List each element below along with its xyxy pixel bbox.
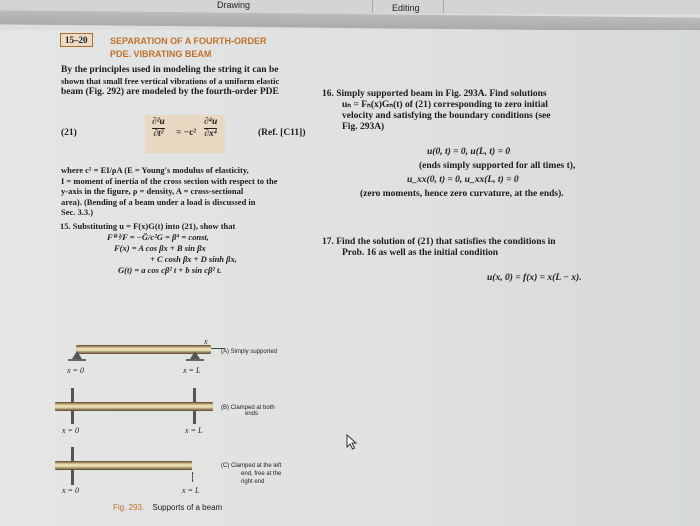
text-line: area). (Bending of a beam under a load is discussed in: [61, 196, 256, 207]
text-line: uₙ = Fₙ(x)Gₙ(t) of (21) corresponding to zero initial: [342, 100, 548, 110]
equation-rhs: [204, 117, 217, 140]
formula-line: u(0, t) = 0, u(L, t) = 0: [427, 147, 511, 157]
figure-number: Fig. 293.: [113, 503, 145, 512]
text-line: where c² = EI/ρA (E = Young's modulus of elasticity,: [61, 165, 249, 175]
figure-title: Supports of a beam: [152, 503, 223, 512]
caption-line: (C) Clamped at the left: [221, 463, 282, 469]
text-line: 15. Substituting u = F(x)G(t) into (21), show that: [60, 221, 236, 231]
caption-line: right end: [241, 479, 265, 485]
axis-label: x: [204, 337, 208, 346]
formula-line: G(t) = a cos cβ² t + b sin cβ² t.: [118, 265, 222, 275]
eq-denominator: ∂x⁴: [204, 129, 218, 139]
equation-lhs: [152, 117, 165, 140]
text-line: velocity and satisfying the boundary conditions (see: [342, 111, 551, 121]
equation-mid: = −c²: [176, 128, 197, 138]
formula-line: u(x, 0) = f(x) = x(L − x).: [487, 273, 582, 283]
left-end-label: x = 0: [67, 366, 84, 375]
text-line: beam (Fig. 292) are modeled by the fourth-order PDE: [61, 87, 279, 97]
caption-a: (A) Simply supported: [221, 349, 278, 355]
problem-16: [322, 89, 575, 200]
formula-line: F(x) = A cos βx + B sin βx: [114, 243, 206, 253]
tab-drawing[interactable]: Drawing: [217, 0, 251, 10]
text-line: I = moment of inertia of the cross section with respect to the: [61, 175, 278, 186]
ribbon-separator: [372, 0, 373, 13]
formula-line: u_xx(0, t) = 0, u_xx(L, t) = 0: [407, 175, 519, 185]
section-number: 15–20: [60, 33, 93, 47]
text-line: (ends simply supported for all times t),: [419, 161, 576, 171]
title-line: PDE. VIBRATING BEAM: [110, 49, 212, 59]
problem-17: [322, 237, 582, 284]
beam-clamped-both: [55, 402, 213, 411]
caption-line: (B) Clamped at both: [221, 405, 275, 411]
pin-support-icon: [72, 351, 82, 359]
text-line: shown that small free vertical vibrations of a uniform elastic: [61, 76, 280, 86]
caption-line: ends: [245, 411, 259, 417]
section-title: [110, 35, 267, 61]
ribbon-separator: [443, 0, 444, 13]
text-line: (zero moments, hence zero curvature, at the ends).: [360, 189, 564, 199]
left-end-label: x = 0: [62, 486, 79, 495]
where-paragraph: [61, 165, 278, 218]
equation-number: (21): [61, 128, 77, 138]
left-end-label: x = 0: [62, 426, 79, 435]
text-line: 16. Simply supported beam in Fig. 293A. Find solutions: [322, 89, 547, 99]
eq-denominator: ∂t²: [153, 129, 164, 139]
formula-line: F⁽⁴⁾/F = −G̈/c²G = β⁴ = const,: [107, 232, 209, 242]
right-end-label: x = L: [185, 426, 203, 435]
eq-numerator: ∂²u: [152, 117, 165, 127]
text-line: y-axis in the figure, ρ = density, A = cross-sectional: [61, 186, 244, 196]
text-line: Sec. 3.3.): [61, 207, 94, 217]
ground-icon: [186, 359, 204, 361]
text-line: 17. Find the solution of (21) that satisfies the conditions in: [322, 237, 556, 247]
caption-b: [221, 405, 275, 417]
mouse-cursor-icon: [346, 434, 358, 450]
equation-reference: (Ref. [C11]): [258, 128, 306, 138]
caption-c: [221, 462, 281, 486]
formula-line: + C cosh βx + D sinh βx,: [150, 254, 237, 264]
title-line: SEPARATION OF A FOURTH-ORDER: [110, 36, 267, 46]
tab-editing[interactable]: Editing: [392, 3, 420, 13]
problem-15: [60, 221, 237, 276]
ground-icon: [68, 359, 86, 361]
free-end-marker: [192, 472, 194, 482]
caption-line: end, free at the: [241, 471, 282, 477]
text-line: Fig. 293A): [342, 122, 385, 132]
beam-cantilever: [55, 461, 192, 470]
right-end-label: x = L: [183, 366, 201, 375]
text-line: Prob. 16 as well as the initial condition: [342, 248, 499, 258]
intro-paragraph: [61, 65, 279, 98]
figure-caption: [113, 503, 222, 512]
text-line: By the principles used in modeling the string it can be: [61, 65, 279, 75]
eq-numerator: ∂⁴u: [204, 117, 218, 127]
pin-support-icon: [190, 351, 200, 359]
right-end-label: x = L: [182, 486, 200, 495]
